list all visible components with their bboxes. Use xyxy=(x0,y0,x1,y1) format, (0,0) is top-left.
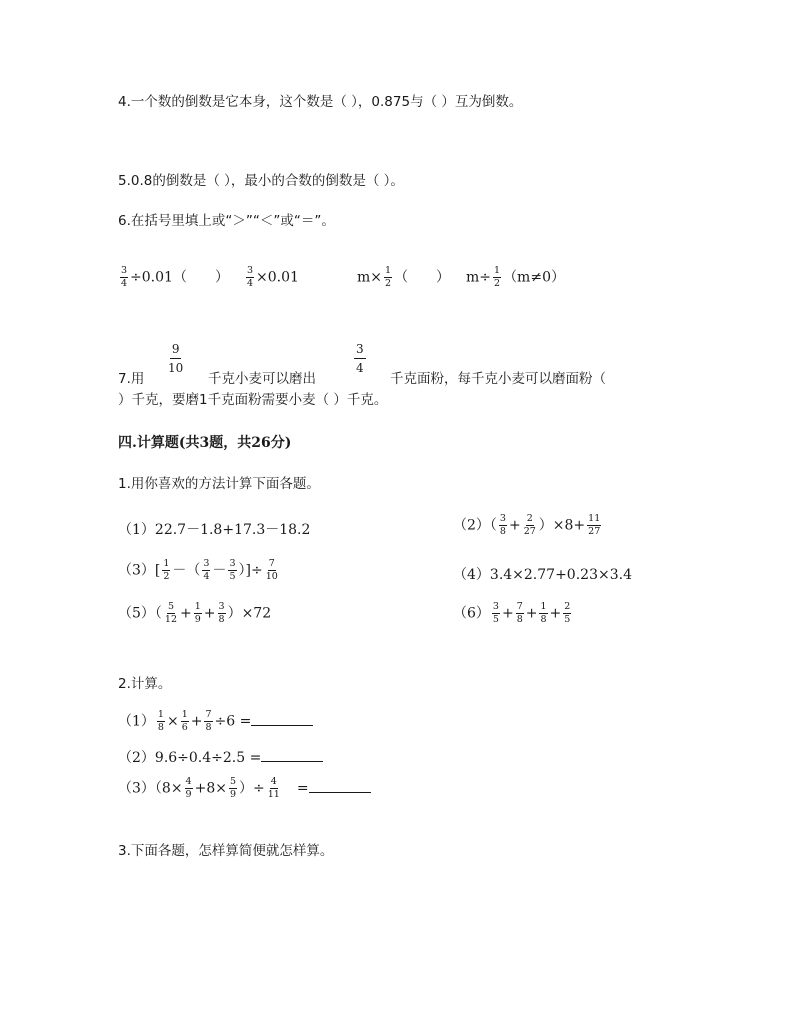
fraction: $\frac{2}{5}$ xyxy=(564,601,571,625)
question-6-text: 6.在括号里填上或“＞”“＜”或“＝”。 xyxy=(118,213,335,229)
fraction: $\frac{3}{4}$ xyxy=(247,265,254,289)
fraction: $\frac{11}{27}$ xyxy=(588,513,601,537)
question-5 xyxy=(118,172,404,190)
compare-item-2: $\frac{3}{4}$ ×0.01 xyxy=(247,265,299,289)
section-heading: 四.计算题(共3题，共26分) xyxy=(118,435,292,451)
calc-1-problem-6: （6） $\frac{3}{5}$ + $\frac{7}{8}$ + $\frac{1}{8}$ + $\frac{2}{5}$ xyxy=(453,601,571,625)
fraction: $\frac{1}{2}$ xyxy=(163,558,170,582)
compare-item-3: m× $\frac{1}{2}$ （ ） xyxy=(357,265,451,289)
question-4-text: 4.一个数的倒数是它本身，这个数是（ ），0.875与（ ）互为倒数。 xyxy=(118,94,523,110)
fraction: $\frac{3}{5}$ xyxy=(492,601,499,625)
fraction: $\frac{3}{8}$ xyxy=(499,513,506,537)
calc-1-instruction: 1.用你喜欢的方法计算下面各题。 xyxy=(118,476,320,492)
fraction: $\frac{4}{9}$ xyxy=(185,776,192,800)
answer-blank[interactable] xyxy=(309,780,371,793)
fraction: $\frac{1}{8}$ xyxy=(540,601,547,625)
question-5-text: 5.0.8的倒数是（ ），最小的合数的倒数是（ ）。 xyxy=(118,173,404,189)
calc-2-expr-3: （3）（8× $\frac{4}{9}$ +8× $\frac{5}{9}$ ）÷ $\frac{4}{11}$ = xyxy=(118,777,371,800)
calc-1-problem-5: （5）（ $\frac{5}{12}$ + $\frac{1}{9}$ + $\frac{3}{8}$ ）×72 xyxy=(118,601,272,625)
fraction: $\frac{3}{4}$ xyxy=(121,265,128,289)
calc-1-problem-4: （4）3.4×2.77+0.23×3.4 xyxy=(453,567,632,583)
fraction: $\frac{3}{8}$ xyxy=(218,601,225,625)
calc-2-expr-1: （1） $\frac{1}{8}$ × $\frac{1}{6}$ + $\frac{7}{8}$ ÷6 = xyxy=(118,710,313,733)
fraction: $\frac{3}{4}$ xyxy=(203,558,210,582)
calc-1-problem-1: （1）22.7－1.8+17.3－18.2 xyxy=(118,522,311,538)
fraction: $\frac{1}{9}$ xyxy=(194,601,201,625)
question-4 xyxy=(118,93,522,111)
fraction: $\frac{1}{2}$ xyxy=(494,265,501,289)
calc-1-problem-3: （3）[ $\frac{1}{2}$ －（ $\frac{3}{4}$ － $\frac{3}{5}$ ）]÷ $\frac{7}{10}$ xyxy=(118,558,278,582)
fraction: $\frac{1}{6}$ xyxy=(181,709,188,733)
q7-fraction-1: 9 10 xyxy=(168,342,184,375)
compare-item-4: m÷ $\frac{1}{2}$ （m≠0） xyxy=(466,265,565,289)
fraction: $\frac{1}{8}$ xyxy=(157,709,164,733)
question-7-line-2: ）千克，要磨1千克面粉需要小麦（ ）千克。 xyxy=(118,392,388,408)
fraction: $\frac{7}{8}$ xyxy=(205,709,212,733)
calc-3-instruction: 3.下面各题，怎样算简便就怎样算。 xyxy=(118,843,334,859)
fraction: $\frac{3}{5}$ xyxy=(229,558,236,582)
fraction: $\frac{4}{11}$ xyxy=(267,776,280,800)
question-7-part-3: 千克面粉，每千克小麦可以磨面粉（ xyxy=(390,371,606,387)
q7-fraction-2: 3 4 xyxy=(356,342,364,375)
fraction: $\frac{5}{12}$ xyxy=(164,601,178,625)
calc-1-problem-2: （2）（ $\frac{3}{8}$ + $\frac{2}{27}$ ）×8+ $\frac{11}{27}$ xyxy=(453,513,601,537)
fraction: $\frac{7}{8}$ xyxy=(516,601,523,625)
calc-2-instruction: 2.计算。 xyxy=(118,676,172,692)
question-7-part-2: 千克小麦可以磨出 xyxy=(208,371,316,387)
calc-2-expr-2: （2）9.6÷0.4÷2.5 = xyxy=(118,747,323,767)
fraction: $\frac{7}{10}$ xyxy=(265,558,278,582)
fraction: $\frac{5}{9}$ xyxy=(229,776,237,800)
fraction: $\frac{1}{2}$ xyxy=(385,265,392,289)
answer-blank[interactable] xyxy=(251,713,313,726)
answer-blank[interactable] xyxy=(261,749,323,762)
fraction: $\frac{2}{27}$ xyxy=(523,513,536,537)
question-6 xyxy=(118,212,335,230)
question-7-part-1: 7.用 xyxy=(118,371,145,387)
compare-item-1: $\frac{3}{4}$ ÷0.01（ ） xyxy=(121,265,229,289)
